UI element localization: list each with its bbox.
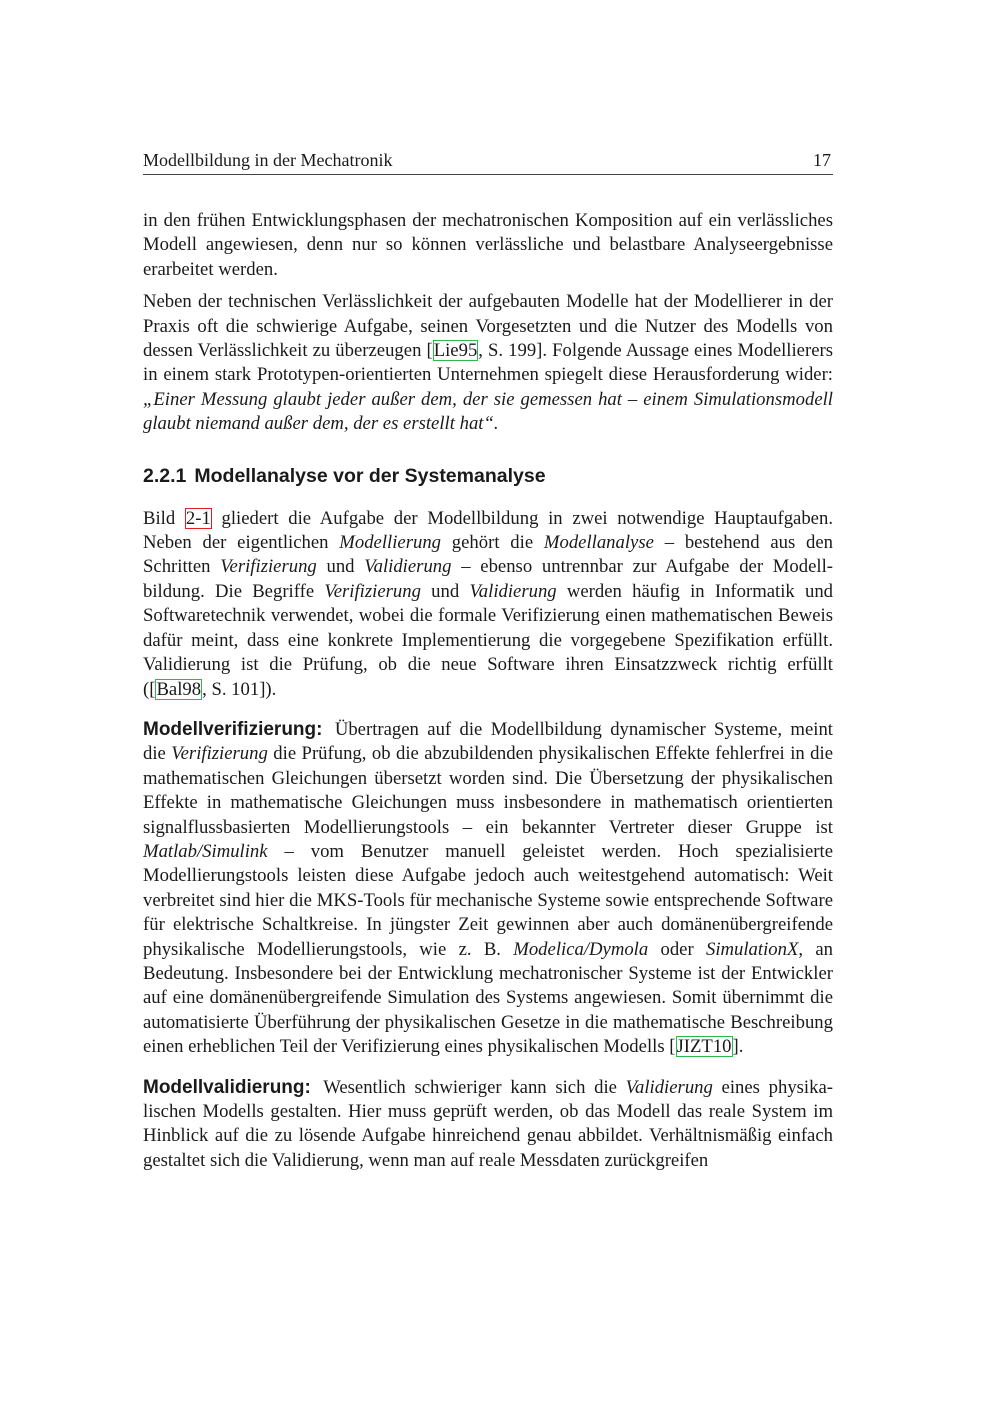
running-header bbox=[143, 148, 833, 175]
text-run: – bestehend aus den Schritten bbox=[143, 532, 833, 578]
text-run: ]. bbox=[732, 1036, 744, 1058]
paragraph-modellverifizierung bbox=[143, 718, 833, 1060]
text-run: gliedert die Aufgabe der Modellbildung in zwei notwendige Hauptaufgaben. Neben der eigentlichen bbox=[143, 507, 833, 554]
emphasis: Validierung bbox=[625, 1076, 713, 1098]
section-title: Modellanalyse vor der Systemanalyse bbox=[194, 464, 546, 487]
figure-ref-link[interactable]: 2-1 bbox=[185, 507, 211, 529]
paragraph-2-text: Neben der technischen Verlässlichkeit der aufgebauten Modelle hat der Modellierer in der Praxis oft die schwierige Aufgabe, seinen Vorgesetzten und die Nutzer des Modells von dessen Verlässlichkeit zu überzeugen [ bbox=[143, 291, 833, 362]
emphasis: Validierung bbox=[469, 580, 557, 602]
emphasis: Modellanalyse bbox=[543, 532, 654, 554]
emphasis: Validierung bbox=[364, 556, 452, 578]
quote: „Einer Messung glaubt jeder außer dem, der sie gemessen hat – einem Simulationsmodell glaubt niemand außer dem, der es erstellt hat“. bbox=[143, 388, 833, 435]
paragraph-lead: Modellvalidierung: bbox=[143, 1076, 311, 1098]
text-run: und bbox=[420, 580, 470, 602]
page-number: 17 bbox=[813, 150, 831, 170]
text-run: , an Bedeutung. Insbesondere bei der Entwicklung mechatronischer Systeme ist der Entwickler auf eine domänenübergreifende Simulation des Systems angewiesen. Somit übernimmt die automatisierte Überführung der physikalischen Gesetze in die mathematische Beschreibung einen erheblichen Teil der Verifizierung eines physikalischen Modells [ bbox=[143, 938, 833, 1058]
citation-link-lie95[interactable]: Lie95 bbox=[433, 340, 478, 362]
paragraph-modellvalidierung bbox=[143, 1076, 833, 1174]
emphasis: Verifizierung bbox=[324, 580, 421, 602]
text-run: eines physikalischen Modells gestalten. Hier muss geprüft werden, ob das Modell das reale System im Hinblick auf die zu lösende Aufgabe hinreichend genau abbildet. Verhältnismäßig einfach gestaltet sich die Validierung, wenn man auf reale Messdaten zurückgreifen bbox=[143, 1076, 833, 1171]
text-run: Übertragen auf die Modellbildung dynamischer Systeme, meint die bbox=[143, 718, 833, 765]
text-run: – ebenso untrennbar zur Aufgabe der Modellbildung. Die Begriffe bbox=[143, 556, 834, 602]
citation-link-jizt10[interactable]: JIZT10 bbox=[676, 1036, 732, 1058]
section-heading bbox=[143, 463, 833, 489]
citation-link-bal98[interactable]: Bal98 bbox=[156, 678, 202, 700]
emphasis: Modellierung bbox=[339, 532, 442, 554]
text-run: oder bbox=[648, 938, 706, 960]
text-run: Bild bbox=[143, 507, 185, 529]
header-title: Modellbildung in der Mechatronik bbox=[143, 150, 393, 170]
text-run: werden häufig in Informatik und Softwaretechnik verwendet, wobei die formale Verifizierung einen mathematischen Beweis dafür meint, dass eine konkrete Implementierung die vorgegebene Spezifikation erfüllt. Validierung ist die Prüfung, ob die neue Software ihren Einsatzzweck richtig erfüllt ([ bbox=[143, 580, 834, 700]
text-run: Wesentlich schwieriger kann sich die bbox=[314, 1076, 626, 1098]
text-run: die Prüfung, ob die abzubildenden physikalischen Effekte fehlerfrei in die mathematischen Gleichungen übersetzt worden sind. Die Übersetzung der physikalischen Effekte in mathematische Gleichungen muss insbesondere in mathematisch orientierten signalflussbasierten Modellierungstools – ein bekannter Vertreter dieser Gruppe ist bbox=[143, 743, 833, 838]
text-run: , S. 101]). bbox=[202, 678, 277, 700]
paragraph-2 bbox=[143, 290, 833, 436]
paragraph-1: in den frühen Entwicklungsphasen der mechatronischen Komposition auf ein verlässliches Modell angewiesen, denn nur so können verlässliche und belastbare Analyseergebnisse erarbeitet werden. bbox=[143, 210, 833, 280]
text-run: gehört die bbox=[441, 532, 544, 554]
paragraph-lead: Modellverifizierung: bbox=[143, 718, 323, 740]
paragraph-2-text: , S. 199]. Folgende Aussage eines Modellierers in einem stark Prototypen-orientierten Unternehmen spiegelt diese Herausforderung wider: bbox=[143, 340, 833, 386]
emphasis: Modelica/Dymola bbox=[513, 938, 649, 960]
emphasis: Verifizierung bbox=[220, 556, 317, 578]
paragraph-3 bbox=[143, 507, 833, 702]
body-text bbox=[143, 209, 833, 1173]
text-run: – vom Benutzer manuell geleistet werden. Hoch spezialisierte Modellierungstools leisten diese Aufgabe jedoch auch weitestgehend automatisch: Weit verbreitet sind hier die MKS-Tools für mechanische Systeme sowie entsprechende Software für elektrische Schaltkreise. In jüngster Zeit gewinnen aber auch domänenübergreifende physikalische Modellierungstools, wie z. B. bbox=[143, 840, 833, 960]
emphasis: Verifizierung bbox=[171, 743, 268, 765]
emphasis: Matlab/Simulink bbox=[143, 840, 268, 862]
text-run: und bbox=[316, 556, 365, 578]
section-number: 2.2.1 bbox=[143, 464, 187, 487]
emphasis: SimulationX bbox=[705, 938, 799, 960]
